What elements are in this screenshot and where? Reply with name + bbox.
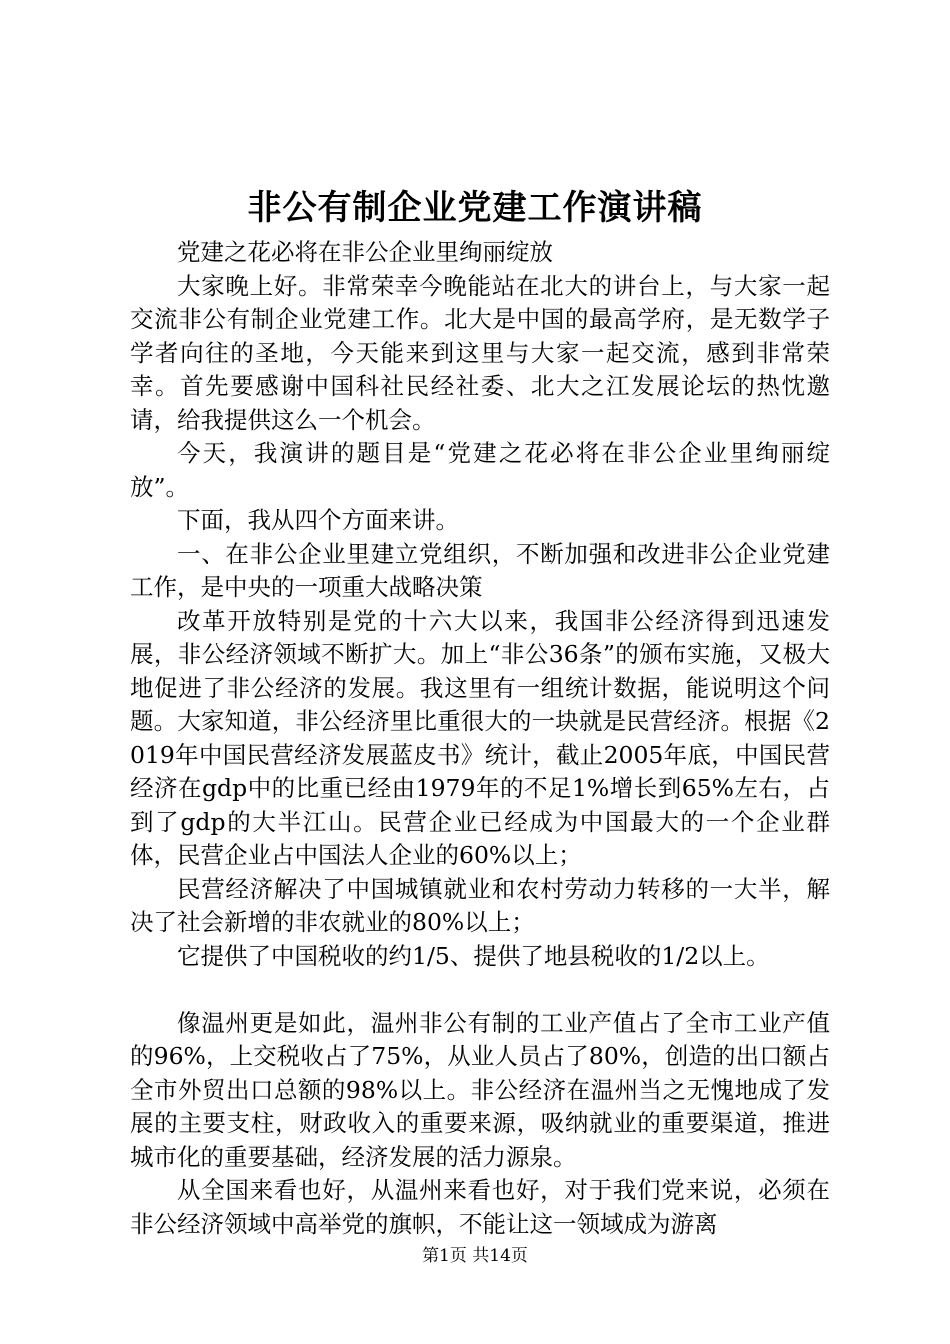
paragraph: 改革开放特别是党的十六大以来，我国非公经济得到迅速发展，非公经济领域不断扩大。加上“非公36条”的颁布实施，又极大地促进了非公经济的发展。我这里有一组统计数据，能说明这个问题。大家知道，非公经济里比重很大的一块就是民营经济。根据《2019年中国民营经济发展蓝皮书》统计，截止2005年底，中国民营经济在gdp中的比重已经由1979年的不足1%增长到65%左右，占到了gdp的大半江山。民营企业已经成为中国最大的一个企业群体，民营企业占中国法人企业的60%以上； <box>130 606 830 869</box>
paragraph-subtitle: 党建之花必将在非公企业里绚丽绽放 <box>177 238 553 266</box>
section-heading: 一、在非公企业里建立党组织，不断加强和改进非公企业党建工作，是中央的一项重大战略决策 <box>130 539 830 601</box>
paragraph: 今天，我演讲的题目是“党建之花必将在非公企业里绚丽绽放”。 <box>130 439 830 501</box>
page-number-footer: 第1页 共14页 <box>422 1246 528 1266</box>
paragraph: 它提供了中国税收的约1/5、提供了地县税收的1/2以上。 <box>177 941 770 970</box>
paragraph: 像温州更是如此，温州非公有制的工业产值占了全市工业产值的96%，上交税收占了75%，从业人员占了80%，创造的出口额占全市外贸出口总额的98%以上。非公经济在温州当之无愧地成了发展的主要支柱，财政收入的重要来源，吸纳就业的重要渠道，推进城市化的重要基础，经济发展的活力源泉。 <box>130 1008 830 1171</box>
paragraph: 下面，我从四个方面来讲。 <box>177 506 459 534</box>
blank-line <box>130 973 830 1007</box>
paragraph: 大家晚上好。非常荣幸今晚能站在北大的讲台上，与大家一起交流非公有制企业党建工作。北大是中国的最高学府，是无数学子学者向往的圣地，今天能来到这里与大家一起交流，感到非常荣幸。首先要感谢中国科社民经社委、北大之江发展论坛的热忱邀请，给我提供这么一个机会。 <box>130 271 830 434</box>
paragraph: 从全国来看也好，从温州来看也好，对于我们党来说，必须在非公经济领域中高举党的旗帜，不能让这一领域成为游离 <box>130 1176 830 1238</box>
page-title: 非公有制企业党建工作演讲稿 <box>247 188 703 228</box>
document-body <box>130 236 830 1241</box>
paragraph: 民营经济解决了中国城镇就业和农村劳动力转移的一大半，解决了社会新增的非农就业的80%以上； <box>130 874 830 936</box>
